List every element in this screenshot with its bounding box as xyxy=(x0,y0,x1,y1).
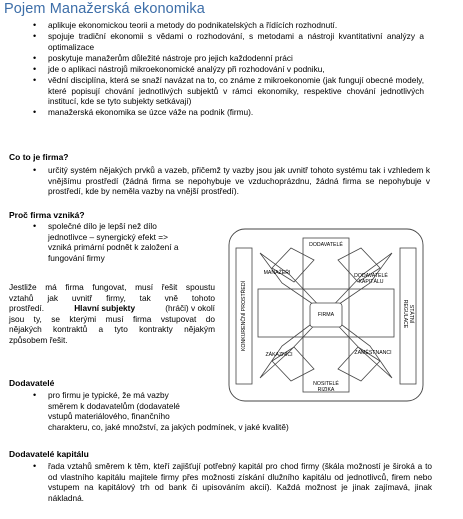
kapital-list xyxy=(0,461,432,503)
dodavatele-list xyxy=(0,390,430,432)
label-dodavatele-kapitalu: DODAVATELÉ KAPITÁLU xyxy=(354,273,388,285)
heading-firma: Co to je firma? xyxy=(9,152,69,162)
label-zakaznici: ZÁKAZNÍCI xyxy=(265,352,293,358)
bold-phrase: Hlavní subjekty xyxy=(74,303,136,314)
list-item: • určitý systém nějakých prvků a vazeb, přičemž ty vazby jsou jak uvnitř tohoto systému tak i vzhledem k vnějšímu prostředí (žádná firma se nepohybuje ve vzduchoprázdnu, žádná firma se nepohybuje v prostředí, kde by neměla vazby na vnější prostředí). xyxy=(0,165,430,197)
list-item: • manažerská ekonomika se úzce váže na podnik (firmu). xyxy=(0,107,424,118)
firm-environment-diagram xyxy=(228,226,424,403)
label-zamestnanci: ZAMĚSTNANCI xyxy=(354,350,392,356)
page-title: Pojem Manažerská ekonomika xyxy=(4,1,205,17)
label-nositele-rizika: NOSITELÉ RIZIKA xyxy=(313,381,339,393)
label-manazeri: MANAŽEŘI xyxy=(263,270,291,276)
label-konkurencni-prostredi: KONKURENČNÍ PROSTŘEDÍ xyxy=(241,280,247,352)
label-dodavatele: DODAVATELÉ xyxy=(309,242,343,248)
heading-dodavatele: Dodavatelé xyxy=(9,378,55,388)
firma-list xyxy=(0,165,430,197)
vznik-list xyxy=(0,221,230,263)
label-statni-regulace: STÁTNÍ REGULACE xyxy=(402,299,414,329)
list-item: • řada vztahů směrem k těm, kteří zajišťují potřebný kapitál pro chod firmy (škála možností je široká a to od vlastního kapitálu majitele firmy přes možnosti získání dlužního kapitálu od jednotlivců, firem nebo vstupem na kapitálový trh od bank či upisováním akcií). Každá možnost je jinak zajímavá, jinak nákladná. xyxy=(0,461,432,503)
list-item: • aplikuje ekonomickou teorii a metody do podnikatelských a řídících rozhodnutí. xyxy=(0,20,424,31)
list-item: • společné dílo je lepší než dílo jednotlivce – synergický efekt => vzniká primární podnět k založení a fungování firmy xyxy=(0,221,230,263)
list-item: • spojuje tradiční ekonomii s vědami o rozhodování, s metodami a nástroji kvantitativní analýzy a optimalizace xyxy=(0,31,424,53)
intro-list xyxy=(0,20,424,118)
heading-dodavatele-kapitalu: Dodavatelé kapitálu xyxy=(9,449,89,459)
list-item: • vědní disciplína, která se snaží navázat na to, co známe z mikroekonomie (jak fungují obecné modely, které popisují chování jednotlivých subjektů v rámci ekonomiky, respektive chování jednotlivých institucí, kde se tyto subjekty setkávají) xyxy=(0,75,424,107)
list-item: • pro firmu je typické, že má vazby směrem k dodavatelům (dodavatelé vstupů materiálového, finančního charakteru, co, jaké množství, za jakých podmínek, v jaké kvalitě) xyxy=(0,390,430,432)
heading-vznik: Proč firma vzniká? xyxy=(9,210,85,220)
list-item: • jde o aplikaci nástrojů mikroekonomické analýzy při rozhodování v podniku, xyxy=(0,64,424,75)
label-firma: FIRMA xyxy=(317,312,335,318)
vznik-paragraph: Jestliže má firma fungovat, musí řešit spoustu vztahů jak uvnitř firmy, tak vně tohoto prostředí. Hlavní subjekty (hráči) v okolí jsou ty, se kterými musí firma vstupovat do nějakých kontraktů a tyto kontrakty nějakým způsobem řešit. xyxy=(9,282,215,345)
list-item: • poskytuje manažerům důležité nástroje pro jejich každodenní práci xyxy=(0,53,424,64)
